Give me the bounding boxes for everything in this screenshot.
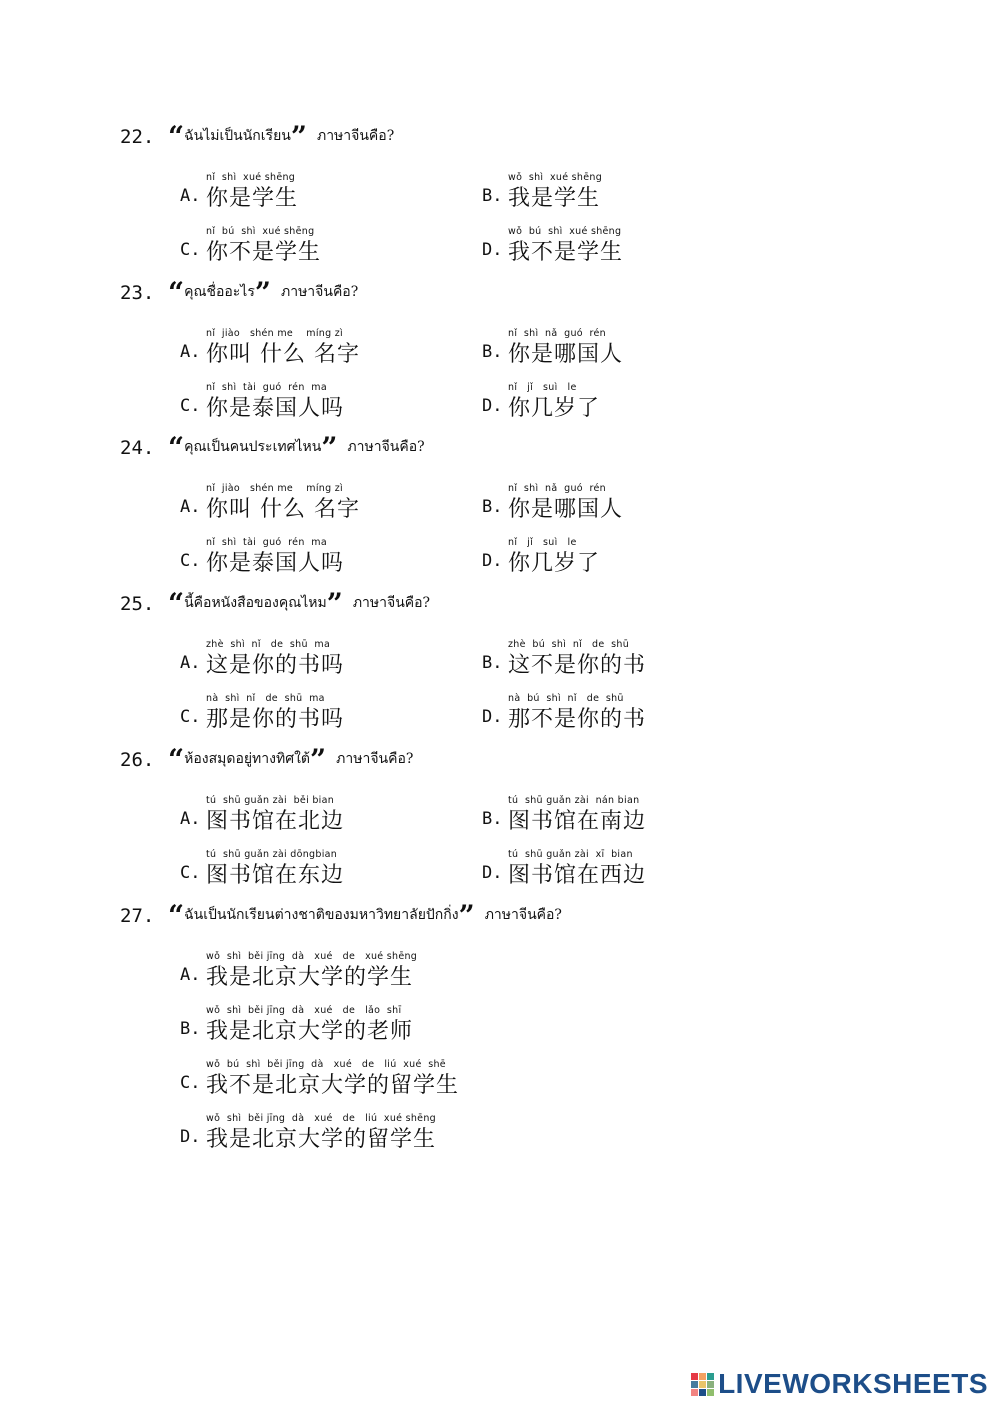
- question-number: 26.: [120, 749, 155, 771]
- open-quote: “: [168, 899, 185, 932]
- pinyin-line: tú shū guǎn zài nán bian: [508, 795, 640, 806]
- thai-phrase: ฉันไม่เป็นนักเรียน: [184, 128, 291, 144]
- question-prompt: [168, 120, 394, 153]
- logo-square: [707, 1389, 714, 1396]
- open-quote: “: [168, 276, 185, 309]
- option-label: C.: [180, 1073, 201, 1093]
- thai-phrase: ฉันเป็นนักเรียนต่างชาติของมหาวิทยาลัยปักกิ่ง: [184, 907, 459, 923]
- option-label: D.: [482, 240, 503, 260]
- logo-square: [699, 1373, 706, 1380]
- chinese-answer: 图书馆在东边: [206, 863, 345, 888]
- question-number: 25.: [120, 593, 155, 615]
- option-label: C.: [180, 707, 201, 727]
- question-suffix: ภาษาจีนคือ?: [484, 907, 562, 923]
- thai-phrase: คุณชื่ออะไร: [184, 284, 255, 300]
- option-label: B.: [482, 342, 503, 362]
- thai-phrase: ห้องสมุดอยู่ทางทิศใต้: [184, 751, 311, 767]
- chinese-answer: 这是你的书吗: [206, 653, 345, 678]
- chinese-answer: 你几岁了: [508, 396, 601, 421]
- option-label: D.: [482, 551, 503, 571]
- pinyin-line: zhè bú shì nǐ de shū: [508, 639, 630, 650]
- pinyin-line: nǐ jǐ suì le: [508, 382, 577, 393]
- question-suffix: ภาษาจีนคือ?: [280, 284, 359, 300]
- question-number: 27.: [120, 905, 155, 927]
- close-quote: ”: [310, 743, 327, 776]
- chinese-answer: 我是北京大学的老师: [206, 1019, 414, 1044]
- chinese-answer: 这不是你的书: [508, 653, 647, 678]
- option-label: B.: [180, 1019, 201, 1039]
- open-quote: “: [168, 587, 185, 620]
- option-label: C.: [180, 396, 201, 416]
- chinese-answer: 图书馆在北边: [206, 809, 345, 834]
- chinese-answer: 你几岁了: [508, 551, 601, 576]
- question-suffix: ภาษาจีนคือ?: [336, 751, 414, 767]
- option-label: A.: [180, 809, 201, 829]
- pinyin-line: nà shì nǐ de shū ma: [206, 693, 325, 704]
- pinyin-line: nǐ jiào shén me míng zì: [206, 483, 343, 494]
- close-quote: ”: [254, 276, 271, 309]
- pinyin-line: nǐ jǐ suì le: [508, 537, 577, 548]
- chinese-answer: 你是学生: [206, 186, 299, 211]
- question-number: 23.: [120, 282, 155, 304]
- question-suffix: ภาษาจีนคือ?: [316, 128, 395, 144]
- logo-square: [691, 1373, 698, 1380]
- logo-square: [707, 1373, 714, 1380]
- open-quote: “: [168, 120, 185, 153]
- pinyin-line: wǒ shì běi jīng dà xué de lǎo shī: [206, 1005, 402, 1016]
- question-number: 24.: [120, 437, 155, 459]
- pinyin-line: tú shū guǎn zài xī bian: [508, 849, 633, 860]
- logo-square: [699, 1389, 706, 1396]
- chinese-answer: 我不是学生: [508, 240, 624, 265]
- pinyin-line: nà bú shì nǐ de shū: [508, 693, 624, 704]
- option-label: B.: [482, 809, 503, 829]
- chinese-answer: 我不是北京大学的留学生: [206, 1073, 460, 1098]
- question-prompt: [168, 431, 425, 464]
- option-label: B.: [482, 497, 503, 517]
- pinyin-line: wǒ shì xué shēng: [508, 172, 603, 183]
- pinyin-line: nǐ shì tài guó rén ma: [206, 537, 327, 548]
- chinese-answer: 你不是学生: [206, 240, 322, 265]
- option-label: D.: [482, 396, 503, 416]
- logo-square: [707, 1381, 714, 1388]
- thai-phrase: คุณเป็นคนประเทศไหน: [184, 439, 322, 455]
- option-label: B.: [482, 653, 503, 673]
- option-label: D.: [482, 707, 503, 727]
- question-prompt: [168, 276, 358, 309]
- close-quote: ”: [290, 120, 307, 153]
- option-label: D.: [180, 1127, 201, 1147]
- question-number: 22.: [120, 126, 155, 148]
- logo-grid-icon: [691, 1373, 714, 1396]
- question-prompt: [168, 587, 430, 620]
- liveworksheets-logo: [691, 1368, 988, 1400]
- close-quote: ”: [321, 431, 338, 464]
- chinese-answer: 我是学生: [508, 186, 601, 211]
- chinese-answer: 你是泰国人吗: [206, 396, 345, 421]
- logo-text: LIVEWORKSHEETS: [718, 1368, 988, 1399]
- option-label: C.: [180, 863, 201, 883]
- chinese-answer: 你叫 什么 名字: [206, 497, 360, 522]
- option-label: A.: [180, 965, 201, 985]
- logo-square: [691, 1389, 698, 1396]
- pinyin-line: wǒ bú shì běi jīng dà xué de liú xué shē: [206, 1059, 446, 1070]
- open-quote: “: [168, 431, 185, 464]
- chinese-answer: 图书馆在南边: [508, 809, 647, 834]
- pinyin-line: tú shū guǎn zài dōngbian: [206, 849, 338, 860]
- pinyin-line: nǐ shì nǎ guó rén: [508, 328, 606, 339]
- pinyin-line: nǐ shì xué shēng: [206, 172, 296, 183]
- close-quote: ”: [326, 587, 343, 620]
- question-prompt: [168, 743, 413, 776]
- option-label: A.: [180, 497, 201, 517]
- pinyin-line: wǒ bú shì xué shēng: [508, 226, 622, 237]
- question-prompt: [168, 899, 562, 932]
- option-label: C.: [180, 551, 201, 571]
- pinyin-line: nǐ bú shì xué shēng: [206, 226, 315, 237]
- chinese-answer: 图书馆在西边: [508, 863, 647, 888]
- pinyin-line: wǒ shì běi jīng dà xué de xué shēng: [206, 951, 418, 962]
- pinyin-line: nǐ jiào shén me míng zì: [206, 328, 343, 339]
- question-suffix: ภาษาจีนคือ?: [347, 439, 425, 455]
- chinese-answer: 你叫 什么 名字: [206, 342, 360, 367]
- option-label: A.: [180, 653, 201, 673]
- pinyin-line: zhè shì nǐ de shū ma: [206, 639, 331, 650]
- option-label: B.: [482, 186, 503, 206]
- option-label: D.: [482, 863, 503, 883]
- chinese-answer: 你是哪国人: [508, 497, 624, 522]
- chinese-answer: 你是哪国人: [508, 342, 624, 367]
- option-label: A.: [180, 186, 201, 206]
- open-quote: “: [168, 743, 185, 776]
- chinese-answer: 我是北京大学的学生: [206, 965, 414, 990]
- chinese-answer: 那不是你的书: [508, 707, 647, 732]
- question-suffix: ภาษาจีนคือ?: [352, 595, 431, 611]
- chinese-answer: 那是你的书吗: [206, 707, 345, 732]
- logo-square: [691, 1381, 698, 1388]
- option-label: C.: [180, 240, 201, 260]
- chinese-answer: 你是泰国人吗: [206, 551, 345, 576]
- option-label: A.: [180, 342, 201, 362]
- pinyin-line: nǐ shì nǎ guó rén: [508, 483, 606, 494]
- close-quote: ”: [458, 899, 475, 932]
- logo-square: [699, 1381, 706, 1388]
- pinyin-line: tú shū guǎn zài běi bian: [206, 795, 335, 806]
- pinyin-line: nǐ shì tài guó rén ma: [206, 382, 327, 393]
- thai-phrase: นี้คือหนังสือของคุณไหม: [184, 595, 327, 611]
- pinyin-line: wǒ shì běi jīng dà xué de liú xué shēng: [206, 1113, 436, 1124]
- chinese-answer: 我是北京大学的留学生: [206, 1127, 437, 1152]
